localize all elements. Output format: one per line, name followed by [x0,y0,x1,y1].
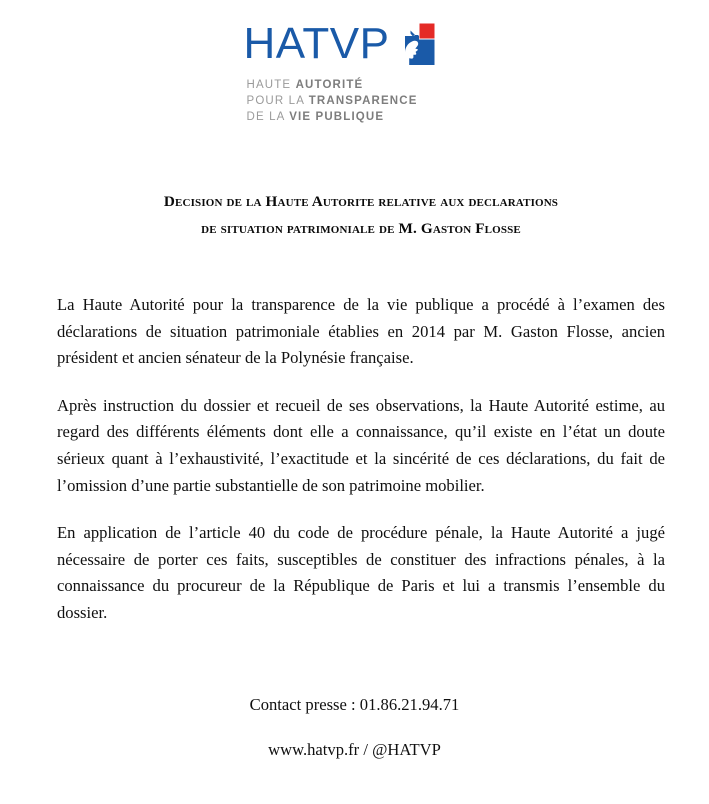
tagline-line-3-bold: VIE PUBLIQUE [289,111,385,123]
tagline-line-2 [247,93,466,109]
tagline-line-1 [247,77,466,93]
page-title-line-2: de situation patrimoniale de M. Gaston Flosse [201,220,521,237]
footer-website: www.hatvp.fr / @HATVP [268,740,441,759]
tagline-line-1-light: HAUTE [246,79,296,91]
marianne-profile-mark-icon [391,22,437,68]
hatvp-logo [0,19,709,125]
tagline-line-3 [247,109,466,125]
tagline-line-2-bold: TRANSPARENCE [308,95,418,107]
tagline-line-3-light: DE LA [246,111,290,123]
logo-tagline [247,77,466,125]
document-footer [0,692,709,763]
page-title [57,188,665,242]
tagline-line-1-bold: AUTORITÉ [295,79,364,91]
hatvp-wordmark: HATVP [243,19,390,68]
body-paragraph: En application de l’article 40 du code de procédure pénale, la Haute Autorité a jugé nécessaire de porter ces faits, susceptibles de constituer des infractions pénales, à la connaissance du procureur de la République de Paris et lui a transmis l’ensemble du dossier. [57,523,665,622]
logo-wordmark-row [243,19,466,68]
tagline-line-2-light: POUR LA [246,95,309,107]
footer-contact-press: Contact presse : 01.86.21.94.71 [249,695,460,714]
body-paragraph: Après instruction du dossier et recueil de ses observations, la Haute Autorité estime, au regard des différents éléments dont elle a connaissance, qu’il existe en l’état un doute sérieux quant à l’exhaustivité, l’exactitude et la sincérité de ces déclarations, du fait de l’omission d’une partie substantielle de son patrimoine mobilier. [57,395,665,495]
page-title-line-1: Decision de la Haute Autorite relative aux declarations [163,193,559,210]
document-body [57,292,665,627]
body-paragraph: La Haute Autorité pour la transparence de la vie publique a procédé à l’examen des déclarations de situation patrimoniale établies en 2014 par M. Gaston Flosse, ancien président et ancien sénateur de la Polynésie française. [57,295,665,368]
